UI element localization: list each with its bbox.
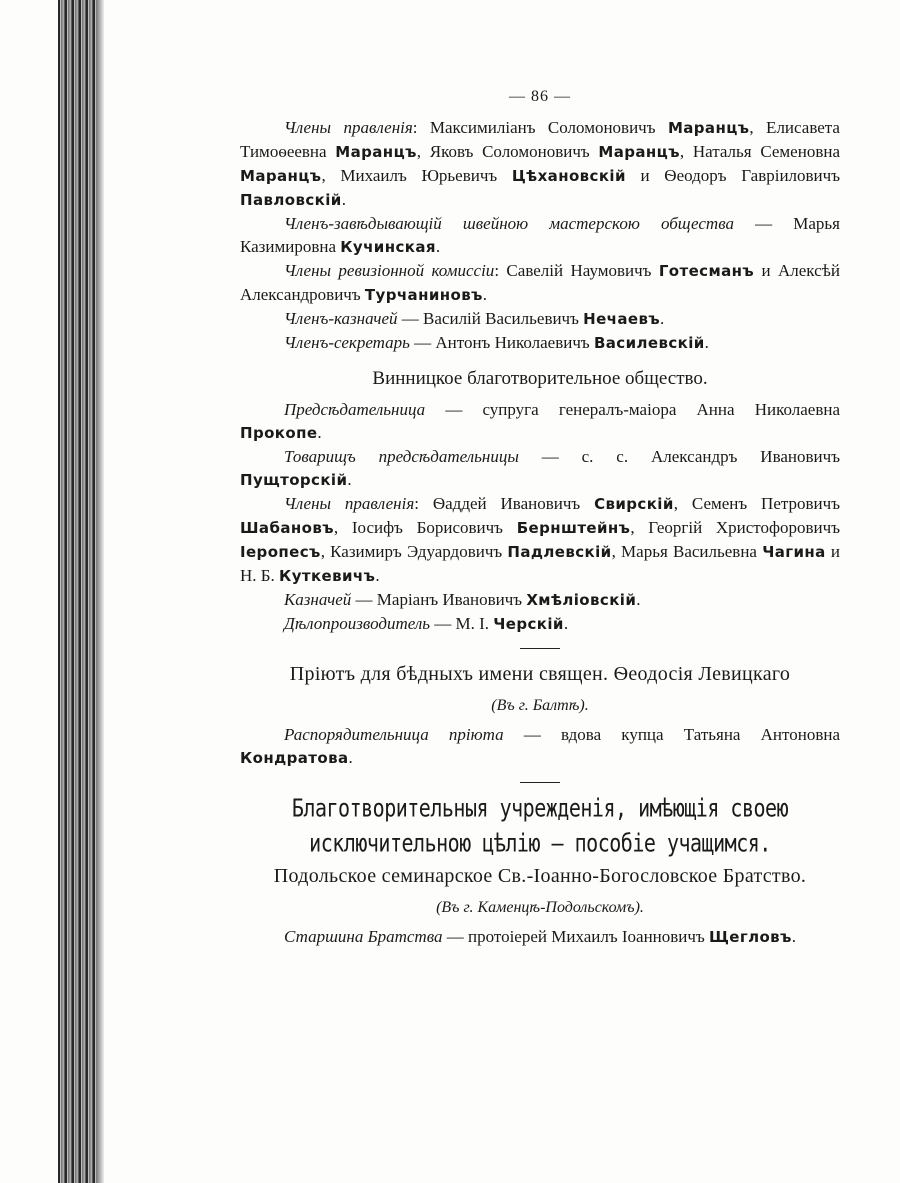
paragraph-chairwoman: Предсѣдательница — супруга генералъ-маіора Анна Николаевна Прокопе.	[240, 400, 840, 442]
heading-shelter: Пріютъ для бѣдныхъ имени священ. Ѳеодосія Левицкаго	[289, 663, 791, 685]
section-divider	[520, 648, 560, 649]
page-content	[240, 85, 840, 949]
paragraph-secretary-1: Членъ-секретарь — Антонъ Николаевичъ Василевскій.	[284, 333, 709, 352]
section-divider	[520, 782, 560, 783]
heading-student-aid-institutions: Благотворительныя учрежденія, имѣющія своею исключительною цѣлію — пособіе учащимся.	[291, 792, 789, 858]
paragraph-treasurer-1: Членъ-казначей — Василій Васильевичъ Нечаевъ.	[284, 309, 665, 328]
paragraph-audit-commission: Члены ревизіонной комиссіи: Савелій Наумовичъ Готесманъ и Алексѣй Александровичъ Турчаниновъ.	[240, 261, 840, 304]
paragraph-workshop-head: Членъ-завѣдывающій швейною мастерскою общества — Марья Казимировна Кучинская.	[240, 214, 840, 256]
subheading-shelter-location: (Въ г. Балтѣ).	[491, 697, 589, 714]
page-number: — 86 —	[509, 88, 571, 105]
book-binding-edge	[58, 0, 96, 1183]
paragraph-clerk: Дѣлопроизводитель — М. І. Черскій.	[284, 614, 569, 633]
book-binding-shadow	[96, 0, 104, 1183]
paragraph-brotherhood-elder: Старшина Братства — протоіерей Михаилъ Іоанновичъ Щегловъ.	[284, 927, 797, 946]
subheading-brotherhood-location: (Въ г. Каменцѣ-Подольскомъ).	[436, 899, 644, 916]
paragraph-board-members-2: Члены правленія: Ѳаддей Ивановичъ Свирскій, Семенъ Петровичъ Шабановъ, Іосифъ Борисовичъ Бернштейнъ, Георгій Христофоровичъ Іеропесъ, Казимиръ Эдуардовичъ Падлевскій, Марья Васильевна Чагина и Н. Б. Куткевичъ.	[240, 494, 840, 585]
heading-vinnitsa-society: Винницкое благотворительное общество.	[372, 368, 708, 389]
paragraph-board-members-1: Члены правленія: Максимиліанъ Соломоновичъ Маранцъ, Елисавета Тимоѳеевна Маранцъ, Яковъ Соломоновичъ Маранцъ, Наталья Семеновна Маранцъ, Михаилъ Юрьевичъ Цѣхановскій и Ѳеодоръ Гавріиловичъ Павловскій.	[240, 118, 840, 209]
paragraph-treasurer-2: Казначей — Маріанъ Ивановичъ Хмѣліовскій.	[284, 590, 641, 609]
paragraph-shelter-manager: Распорядительница пріюта — вдова купца Татьяна Антоновна Кондратова.	[240, 725, 840, 767]
heading-brotherhood: Подольское семинарское Св.-Іоанно-Богословское Братство.	[273, 865, 807, 887]
paragraph-deputy-chair: Товарищъ предсѣдательницы — с. с. Александръ Ивановичъ Пущторскій.	[240, 447, 840, 489]
